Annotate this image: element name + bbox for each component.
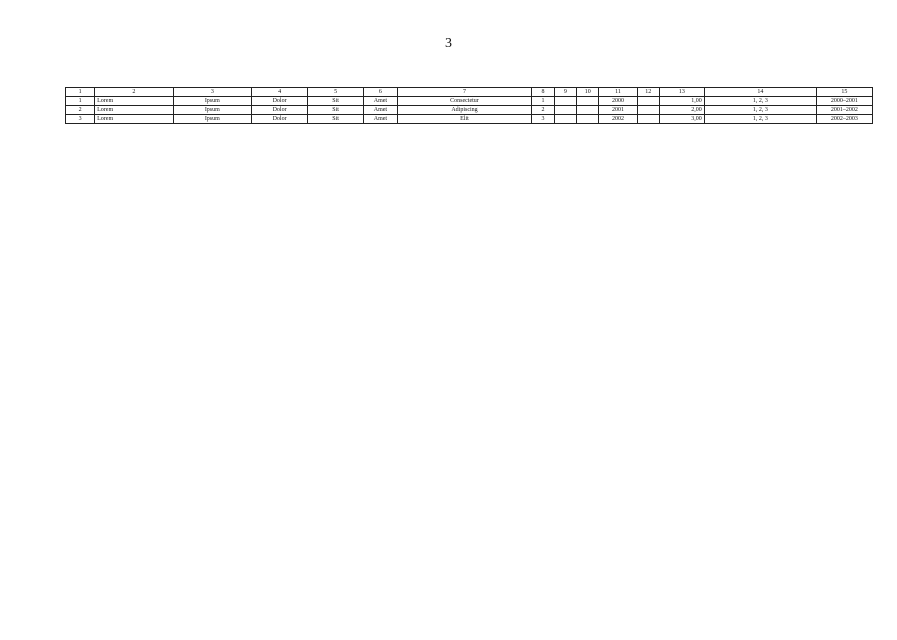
column-header: 1	[66, 88, 95, 97]
table-cell: 2	[532, 106, 554, 115]
table-cell: Dolor	[252, 106, 308, 115]
table-row	[66, 115, 873, 124]
table-cell: 1, 2, 3	[704, 97, 816, 106]
table-cell: 1	[532, 97, 554, 106]
table-cell: Sit	[308, 97, 364, 106]
table-cell: Dolor	[252, 97, 308, 106]
table-cell: 2001	[599, 106, 637, 115]
column-header: 14	[704, 88, 816, 97]
table-cell: Sit	[308, 106, 364, 115]
column-header: 9	[554, 88, 576, 97]
column-header: 4	[252, 88, 308, 97]
table-cell: 1, 2, 3	[704, 106, 816, 115]
table-cell: Amet	[364, 115, 398, 124]
column-header: 3	[173, 88, 251, 97]
column-header: 15	[816, 88, 872, 97]
table-cell: 2000–2001	[816, 97, 872, 106]
table-cell	[554, 106, 576, 115]
table-cell: Elit	[397, 115, 532, 124]
table-body	[66, 97, 873, 124]
table-cell: Ipsum	[173, 106, 251, 115]
table-cell: 3	[66, 115, 95, 124]
table-cell: Sit	[308, 115, 364, 124]
column-header: 5	[308, 88, 364, 97]
column-header: 2	[95, 88, 173, 97]
header-row	[66, 88, 873, 97]
table-cell	[554, 97, 576, 106]
table-cell	[577, 97, 599, 106]
table-cell: Consectetur	[397, 97, 532, 106]
table-cell: Dolor	[252, 115, 308, 124]
table-cell: 3	[532, 115, 554, 124]
table-row	[66, 106, 873, 115]
table-cell: Ipsum	[173, 97, 251, 106]
table-cell: 1, 2, 3	[704, 115, 816, 124]
page-number: 3	[445, 36, 452, 51]
table-cell: 2,00	[659, 106, 704, 115]
column-header: 10	[577, 88, 599, 97]
table-cell: Lorem	[95, 106, 173, 115]
buildings-table	[65, 87, 873, 124]
table-cell: 1,00	[659, 97, 704, 106]
table-cell: Lorem	[95, 97, 173, 106]
column-header: 13	[659, 88, 704, 97]
table-cell: Amet	[364, 97, 398, 106]
column-header: 8	[532, 88, 554, 97]
table-cell: 2002–2003	[816, 115, 872, 124]
table-cell	[577, 106, 599, 115]
table-cell: 1	[66, 97, 95, 106]
column-header: 11	[599, 88, 637, 97]
table-cell: 2000	[599, 97, 637, 106]
table-header	[66, 88, 873, 97]
table-cell	[637, 97, 659, 106]
table-cell: Adipiscing	[397, 106, 532, 115]
table-cell	[577, 115, 599, 124]
table-cell: Amet	[364, 106, 398, 115]
column-header: 12	[637, 88, 659, 97]
table-cell: 2002	[599, 115, 637, 124]
table-row	[66, 97, 873, 106]
column-header: 7	[397, 88, 532, 97]
table-cell: Lorem	[95, 115, 173, 124]
column-header: 6	[364, 88, 398, 97]
table-cell: 2001–2002	[816, 106, 872, 115]
table-cell	[637, 115, 659, 124]
table-cell: Ipsum	[173, 115, 251, 124]
table-cell	[637, 106, 659, 115]
table-cell	[554, 115, 576, 124]
table-cell: 3,00	[659, 115, 704, 124]
table-cell: 2	[66, 106, 95, 115]
